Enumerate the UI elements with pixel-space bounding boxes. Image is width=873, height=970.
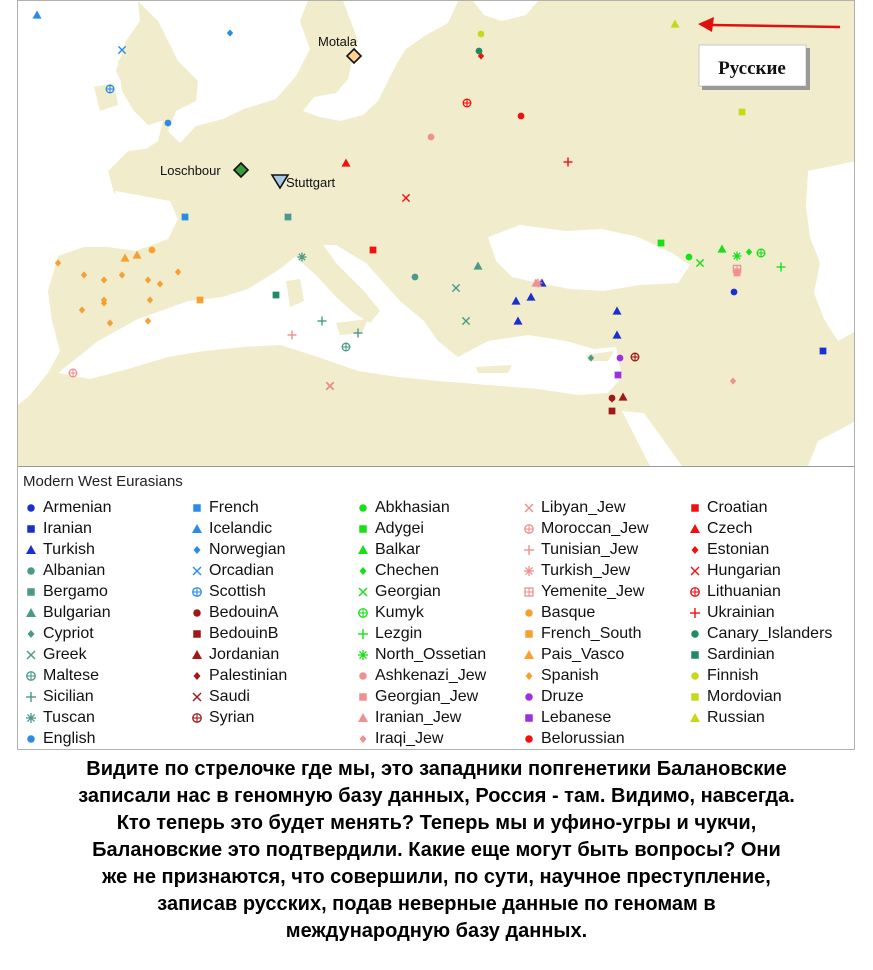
- triangle-icon: [24, 543, 38, 557]
- legend-label: Pais_Vasco: [541, 646, 625, 663]
- marker-basque: [149, 247, 156, 254]
- marker-adygei: [658, 240, 665, 247]
- dot-icon: [24, 564, 38, 578]
- callout-shadow: [702, 86, 809, 90]
- diamond-icon: [356, 732, 370, 746]
- legend-label: Iranian: [43, 520, 92, 537]
- legend-label: Croatian: [707, 499, 768, 516]
- legend-label: Ukrainian: [707, 604, 775, 621]
- circle-plus-icon: [190, 711, 204, 725]
- square-icon: [522, 711, 536, 725]
- dot-icon: [522, 690, 536, 704]
- legend-label: Armenian: [43, 499, 112, 516]
- marker-syrian: [631, 353, 639, 361]
- dot-icon: [688, 627, 702, 641]
- marker-turkish-jew: [534, 279, 543, 288]
- caption-line: записали нас в геномную базу данных, Россия - там. Видимо, навсегда.: [78, 785, 795, 807]
- legend-label: Ashkenazi_Jew: [375, 667, 487, 684]
- legend-label: English: [43, 730, 96, 747]
- callout-shadow-side: [806, 48, 810, 90]
- legend-label: Sardinian: [707, 646, 775, 663]
- x-icon: [190, 564, 204, 578]
- legend-label: Chechen: [375, 562, 440, 579]
- legend-label: Palestinian: [209, 667, 288, 684]
- square-icon: [356, 690, 370, 704]
- asterisk-icon: [356, 648, 370, 662]
- legend-label: Lebanese: [541, 709, 612, 726]
- legend-label: Norwegian: [209, 541, 286, 558]
- caption-line: Видите по стрелочке где мы, это западники попгенетики Балановские: [86, 758, 787, 780]
- square-icon: [356, 522, 370, 536]
- x-icon: [688, 564, 702, 578]
- marker-tuscan: [298, 253, 307, 262]
- legend-label: Bergamo: [43, 583, 108, 600]
- legend-label: French_South: [541, 625, 642, 642]
- square-icon: [24, 585, 38, 599]
- legend-label: Cypriot: [43, 625, 94, 642]
- circle-plus-icon: [356, 606, 370, 620]
- diamond-icon: [24, 627, 38, 641]
- legend-label: Iranian_Jew: [375, 709, 462, 726]
- marker-bergamo: [285, 214, 292, 221]
- legend-label: Adygei: [375, 520, 424, 537]
- marker-mordovian: [739, 109, 746, 116]
- marker-lebanese: [615, 372, 622, 379]
- legend-label: Belorussian: [541, 730, 625, 747]
- square-icon: [688, 648, 702, 662]
- triangle-icon: [24, 606, 38, 620]
- diamond-icon: [356, 564, 370, 578]
- square-icon: [522, 627, 536, 641]
- legend-label: Lezgin: [375, 625, 423, 642]
- legend-label: Basque: [541, 604, 596, 621]
- legend-label: Kumyk: [375, 604, 424, 621]
- marker-maltese: [342, 343, 350, 351]
- legend-label: Orcadian: [209, 562, 274, 579]
- x-icon: [522, 501, 536, 515]
- legend-label: BedouinB: [209, 625, 279, 642]
- legend-label: Georgian: [375, 583, 441, 600]
- triangle-icon: [688, 522, 702, 536]
- legend-label: Tunisian_Jew: [541, 541, 639, 558]
- square-icon: [688, 501, 702, 515]
- russian-callout: [699, 45, 810, 90]
- legend-label: French: [209, 499, 259, 516]
- legend-label: Libyan_Jew: [541, 499, 626, 516]
- plus-icon: [688, 606, 702, 620]
- legend-label: Scottish: [209, 583, 266, 600]
- map-canvas: [18, 1, 855, 466]
- marker-english: [165, 120, 172, 127]
- marker-lithuanian: [463, 99, 471, 107]
- dot-icon: [688, 669, 702, 683]
- legend-label: Turkish_Jew: [541, 562, 631, 579]
- legend-label: Czech: [707, 520, 753, 537]
- diamond-icon: [522, 669, 536, 683]
- caption-line: Балановские это подтвердили. Какие еще могут быть вопросы? Они: [92, 839, 781, 861]
- circle-plus-icon: [24, 669, 38, 683]
- triangle-icon: [190, 522, 204, 536]
- marker-canary-islanders: [476, 48, 483, 55]
- legend-label: Turkish: [43, 541, 95, 558]
- marker-abkhasian: [686, 254, 693, 261]
- triangle-icon: [356, 711, 370, 725]
- square-icon: [190, 627, 204, 641]
- loschbour-label: Loschbour: [160, 163, 221, 178]
- legend-title: Modern West Eurasians: [23, 473, 183, 490]
- diamond-icon: [190, 543, 204, 557]
- legend-label: Canary_Islanders: [707, 625, 833, 642]
- triangle-icon: [688, 711, 702, 725]
- legend-label: Iraqi_Jew: [375, 730, 444, 747]
- legend-label: BedouinA: [209, 604, 279, 621]
- x-icon: [190, 690, 204, 704]
- diamond-icon: [688, 543, 702, 557]
- marker-north-ossetian: [733, 252, 742, 261]
- plus-icon: [356, 627, 370, 641]
- diamond-icon: [190, 669, 204, 683]
- dot-icon: [522, 606, 536, 620]
- legend-label: Albanian: [43, 562, 106, 579]
- marker-sardinian: [273, 292, 280, 299]
- caption-line: Кто теперь это будет менять? Теперь мы и уфино-угры и чукчи,: [116, 812, 757, 834]
- legend-label: Greek: [43, 646, 87, 663]
- legend-label: Hungarian: [707, 562, 781, 579]
- dot-icon: [356, 501, 370, 515]
- legend-label: Moroccan_Jew: [541, 520, 649, 537]
- legend-label: Yemenite_Jew: [541, 583, 645, 600]
- legend-label: Maltese: [43, 667, 100, 684]
- square-icon: [190, 501, 204, 515]
- marker-ashkenazi-jew: [428, 134, 435, 141]
- marker-druze: [617, 355, 624, 362]
- x-icon: [24, 648, 38, 662]
- plus-icon: [24, 690, 38, 704]
- marker-iranian: [820, 348, 827, 355]
- marker-scottish: [106, 85, 114, 93]
- legend-label: Spanish: [541, 667, 599, 684]
- stuttgart-label: Stuttgart: [286, 175, 336, 190]
- legend-panel: [18, 466, 854, 750]
- marker-armenian: [731, 289, 738, 296]
- circle-plus-icon: [190, 585, 204, 599]
- caption-line: записав русских, подав неверные данные по геномам в: [157, 893, 716, 915]
- legend-label: Mordovian: [707, 688, 782, 705]
- legend-label: Druze: [541, 688, 584, 705]
- legend-label: Balkar: [375, 541, 421, 558]
- callout-label: Русские: [718, 58, 786, 79]
- legend-label: North_Ossetian: [375, 646, 487, 663]
- marker-kumyk: [757, 249, 765, 257]
- marker-french: [182, 214, 189, 221]
- square-icon: [24, 522, 38, 536]
- dot-icon: [24, 732, 38, 746]
- square-plus-icon: [522, 585, 536, 599]
- dot-icon: [24, 501, 38, 515]
- motala-label: Motala: [318, 34, 358, 49]
- dot-icon: [522, 732, 536, 746]
- dot-icon: [190, 606, 204, 620]
- legend-label: Saudi: [209, 688, 250, 705]
- legend-label: Bulgarian: [43, 604, 111, 621]
- x-icon: [356, 585, 370, 599]
- legend-label: Sicilian: [43, 688, 94, 705]
- legend-label: Abkhasian: [375, 499, 450, 516]
- triangle-icon: [190, 648, 204, 662]
- caption-line: же не признаются, что совершили, по сути, научное преступление,: [102, 866, 771, 888]
- square-icon: [688, 690, 702, 704]
- marker-bedouinb: [609, 408, 616, 415]
- triangle-icon: [522, 648, 536, 662]
- marker-croatian: [370, 247, 377, 254]
- legend-label: Georgian_Jew: [375, 688, 479, 705]
- marker-albanian: [412, 274, 419, 281]
- triangle-icon: [356, 543, 370, 557]
- circle-plus-icon: [522, 522, 536, 536]
- legend-label: Icelandic: [209, 520, 273, 537]
- caption-line: международную базу данных.: [285, 920, 588, 942]
- map-figure: [17, 0, 855, 750]
- legend-label: Finnish: [707, 667, 759, 684]
- legend-label: Syrian: [209, 709, 255, 726]
- plus-icon: [522, 543, 536, 557]
- marker-belorussian: [518, 113, 525, 120]
- asterisk-icon: [522, 564, 536, 578]
- legend-label: Lithuanian: [707, 583, 781, 600]
- circle-plus-icon: [688, 585, 702, 599]
- legend-label: Jordanian: [209, 646, 280, 663]
- marker-finnish: [478, 31, 485, 38]
- legend-label: Russian: [707, 709, 765, 726]
- marker-moroccan-jew: [69, 369, 77, 377]
- asterisk-icon: [24, 711, 38, 725]
- legend-label: Tuscan: [43, 709, 95, 726]
- legend-label: Estonian: [707, 541, 770, 558]
- dot-icon: [356, 669, 370, 683]
- caption-text: [0, 756, 873, 945]
- marker-french-south: [197, 297, 204, 304]
